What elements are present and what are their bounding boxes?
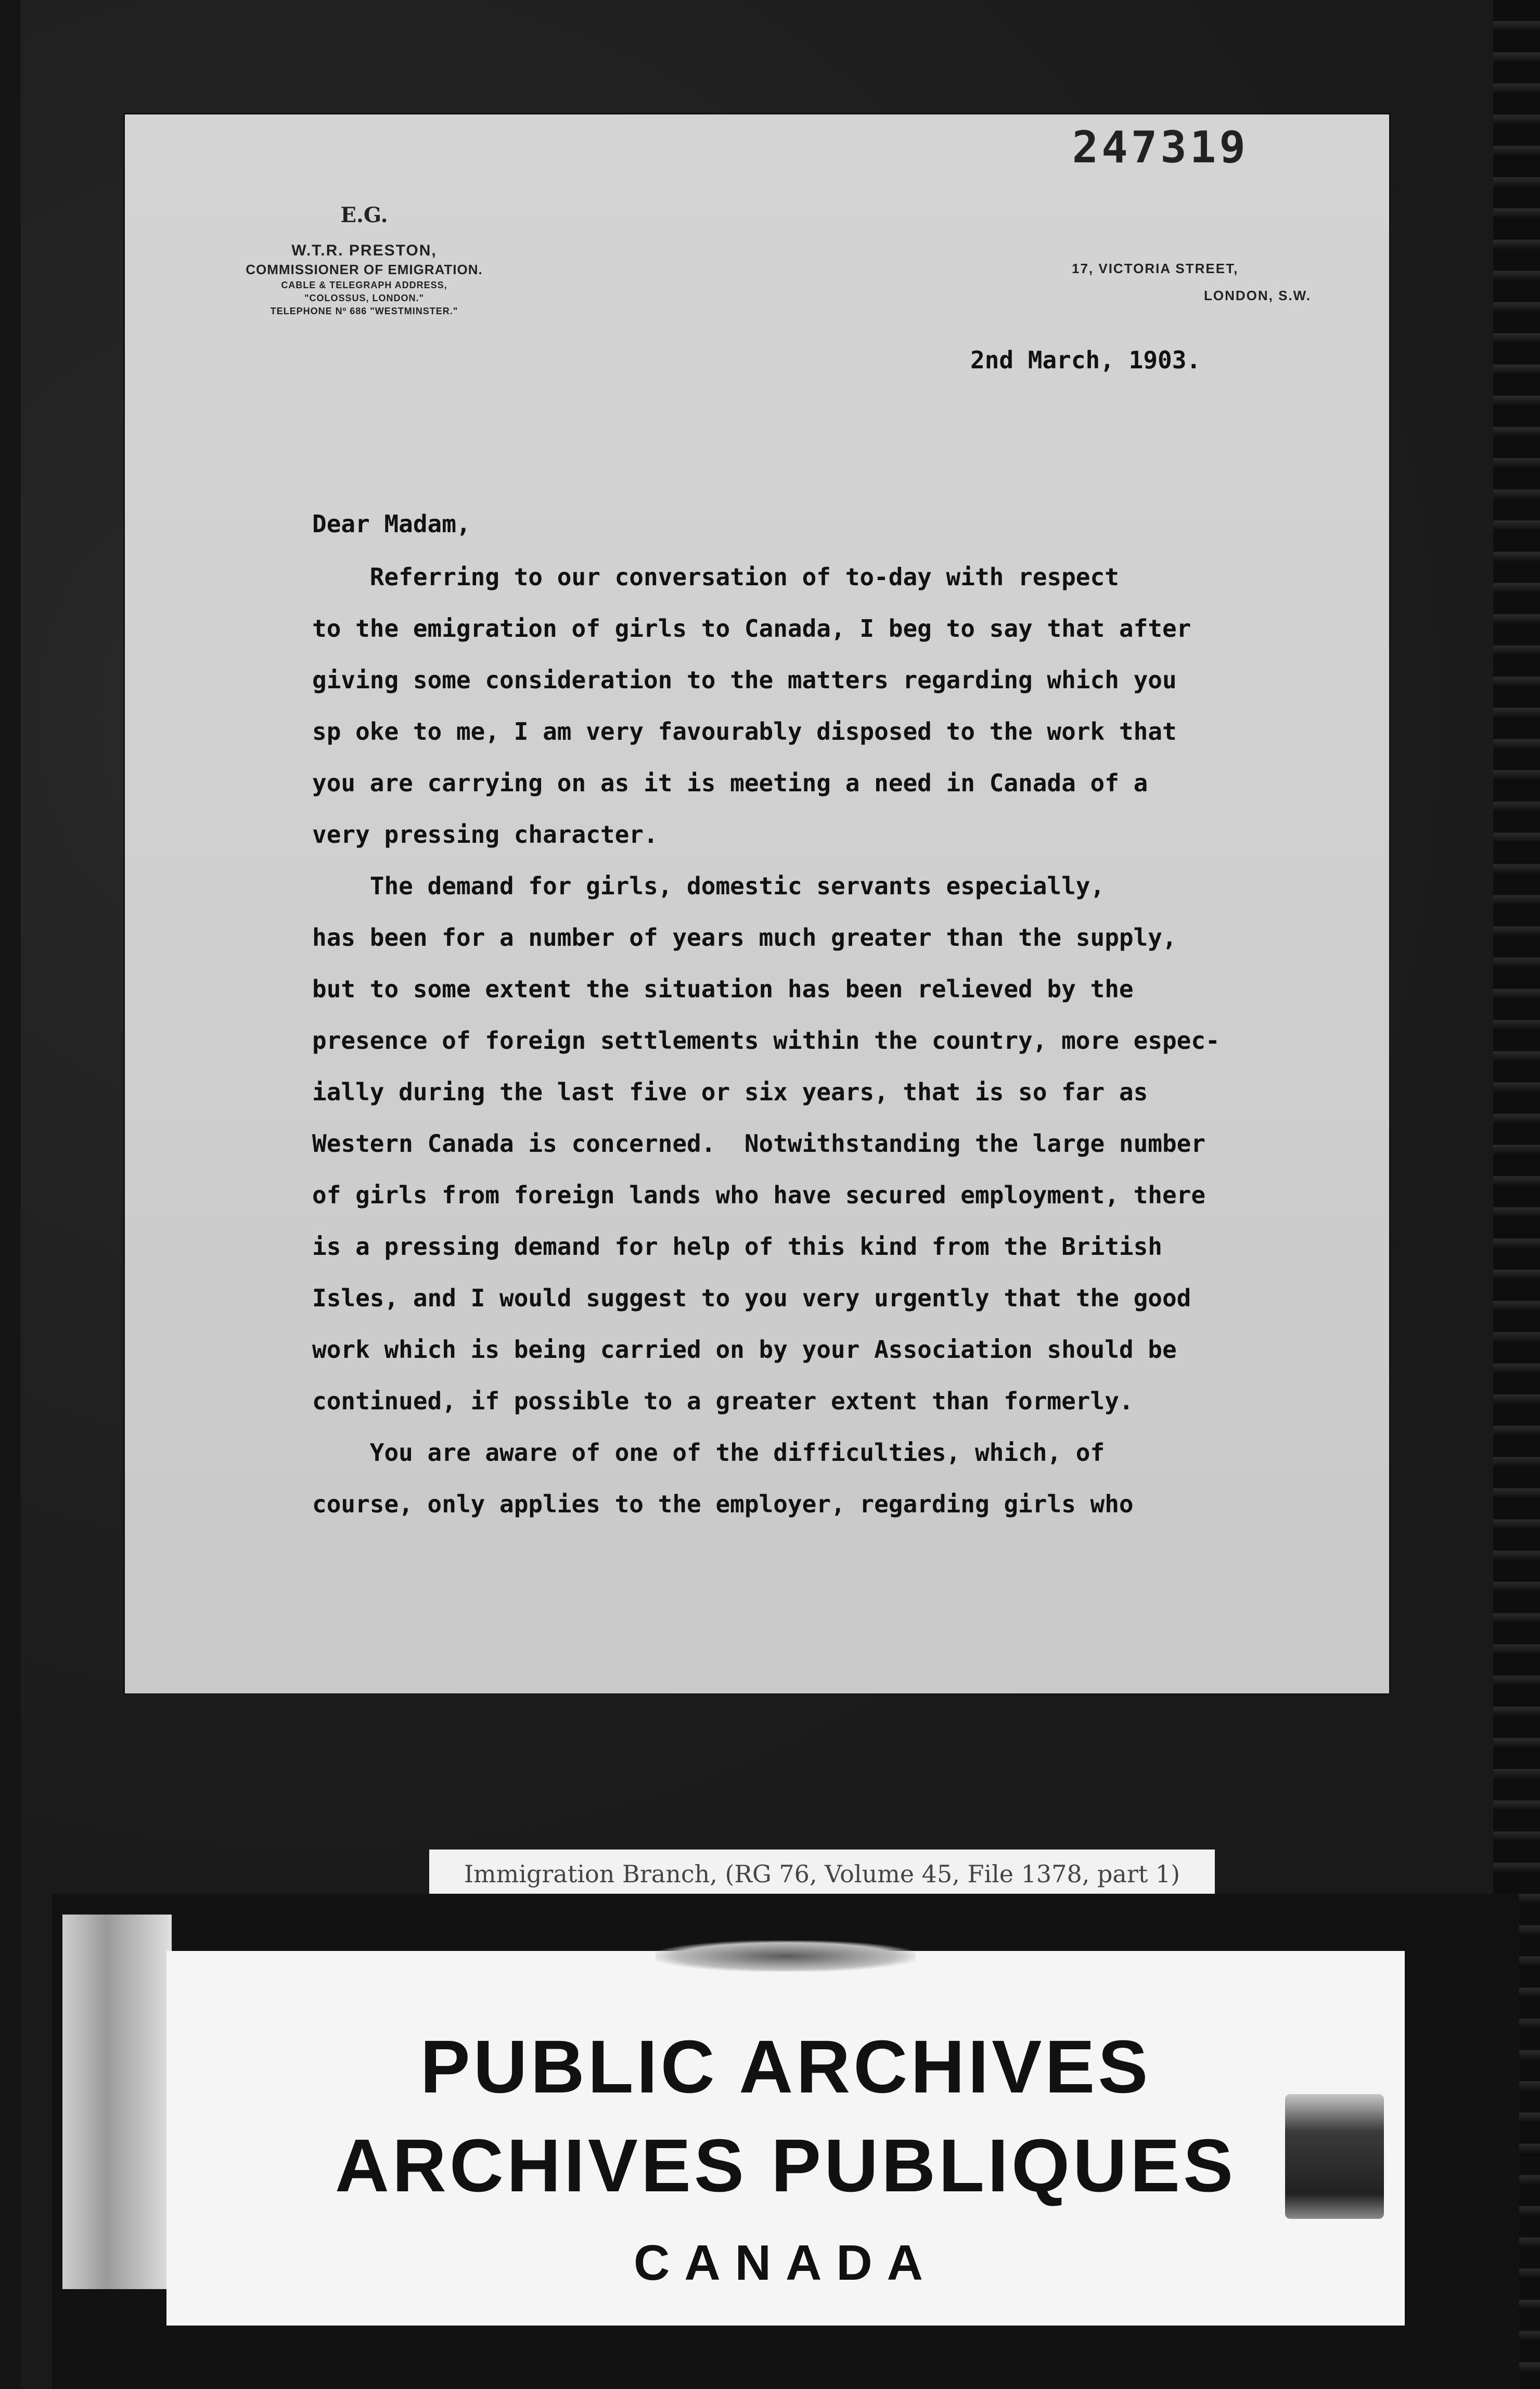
archive-stamp-line-french: ARCHIVES PUBLIQUES <box>335 2124 1237 2207</box>
body-line: giving some consideration to the matters regarding which you <box>312 666 1177 694</box>
body-line: Isles, and I would suggest to you very urgently that the good <box>312 1284 1191 1312</box>
tape-mark-top <box>656 1941 916 1972</box>
body-line: You are aware of one of the difficulties, which, of <box>312 1438 1105 1467</box>
body-line: continued, if possible to a greater extent than formerly. <box>312 1387 1134 1415</box>
file-number-stamp: 247319 <box>1072 122 1249 173</box>
body-line: work which is being carried on by your Association should be <box>312 1335 1177 1364</box>
body-line: you are carrying on as it is meeting a need in Canada of a <box>312 769 1148 797</box>
body-line: has been for a number of years much greater than the supply, <box>312 923 1177 952</box>
body-line: very pressing character. <box>312 820 658 849</box>
letterhead-name: W.T.R. PRESTON, <box>291 242 437 259</box>
body-line: is a pressing demand for help of this kind from the British <box>312 1232 1162 1261</box>
body-line: course, only applies to the employer, regarding girls who <box>312 1490 1134 1518</box>
body-line: but to some extent the situation has been relieved by the <box>312 975 1134 1003</box>
archive-stamp-line-country: CANADA <box>634 2235 938 2291</box>
body-line: Western Canada is concerned. Notwithstanding the large number <box>312 1129 1206 1158</box>
letterhead-cable-label: CABLE & TELEGRAPH ADDRESS, <box>281 280 447 290</box>
catalog-label-text: Immigration Branch, (RG 76, Volume 45, File 1378, part 1) <box>464 1860 1180 1888</box>
stamp-frame-edge <box>62 1915 172 2289</box>
letterhead-address <box>1072 255 1311 309</box>
body-line: of girls from foreign lands who have secured employment, there <box>312 1181 1206 1209</box>
archive-stamp-line-english: PUBLIC ARCHIVES <box>420 2025 1151 2109</box>
body-line: presence of foreign settlements within the country, more espec- <box>312 1026 1220 1055</box>
body-line: The demand for girls, domestic servants especially, <box>312 872 1105 900</box>
body-line: Referring to our conversation of to-day with respect <box>312 563 1119 591</box>
archive-stamp-card <box>166 1951 1405 2326</box>
body-line: ially during the last five or six years, that is so far as <box>312 1078 1148 1106</box>
film-edge-left <box>0 0 21 2389</box>
letter-date: 2nd March, 1903. <box>970 346 1201 374</box>
body-line: to the emigration of girls to Canada, I beg to say that after <box>312 614 1191 643</box>
letterhead-sender <box>219 203 510 317</box>
letterhead-title: COMMISSIONER OF EMIGRATION. <box>246 262 483 277</box>
letter-body <box>312 551 1332 1530</box>
tape-piece <box>1285 2094 1384 2219</box>
letterhead-mark: E.G. <box>340 203 388 227</box>
letter-page <box>125 114 1389 1693</box>
body-line: sp oke to me, I am very favourably disposed to the work that <box>312 717 1177 746</box>
letterhead-telephone: TELEPHONE Nº 686 "WESTMINSTER." <box>270 306 458 316</box>
letter-salutation: Dear Madam, <box>312 510 471 538</box>
letterhead-cable-address: "COLOSSUS, LONDON." <box>304 293 425 303</box>
letterhead-street: 17, VICTORIA STREET, <box>1072 261 1239 276</box>
letterhead-city: LONDON, S.W. <box>1204 288 1311 303</box>
